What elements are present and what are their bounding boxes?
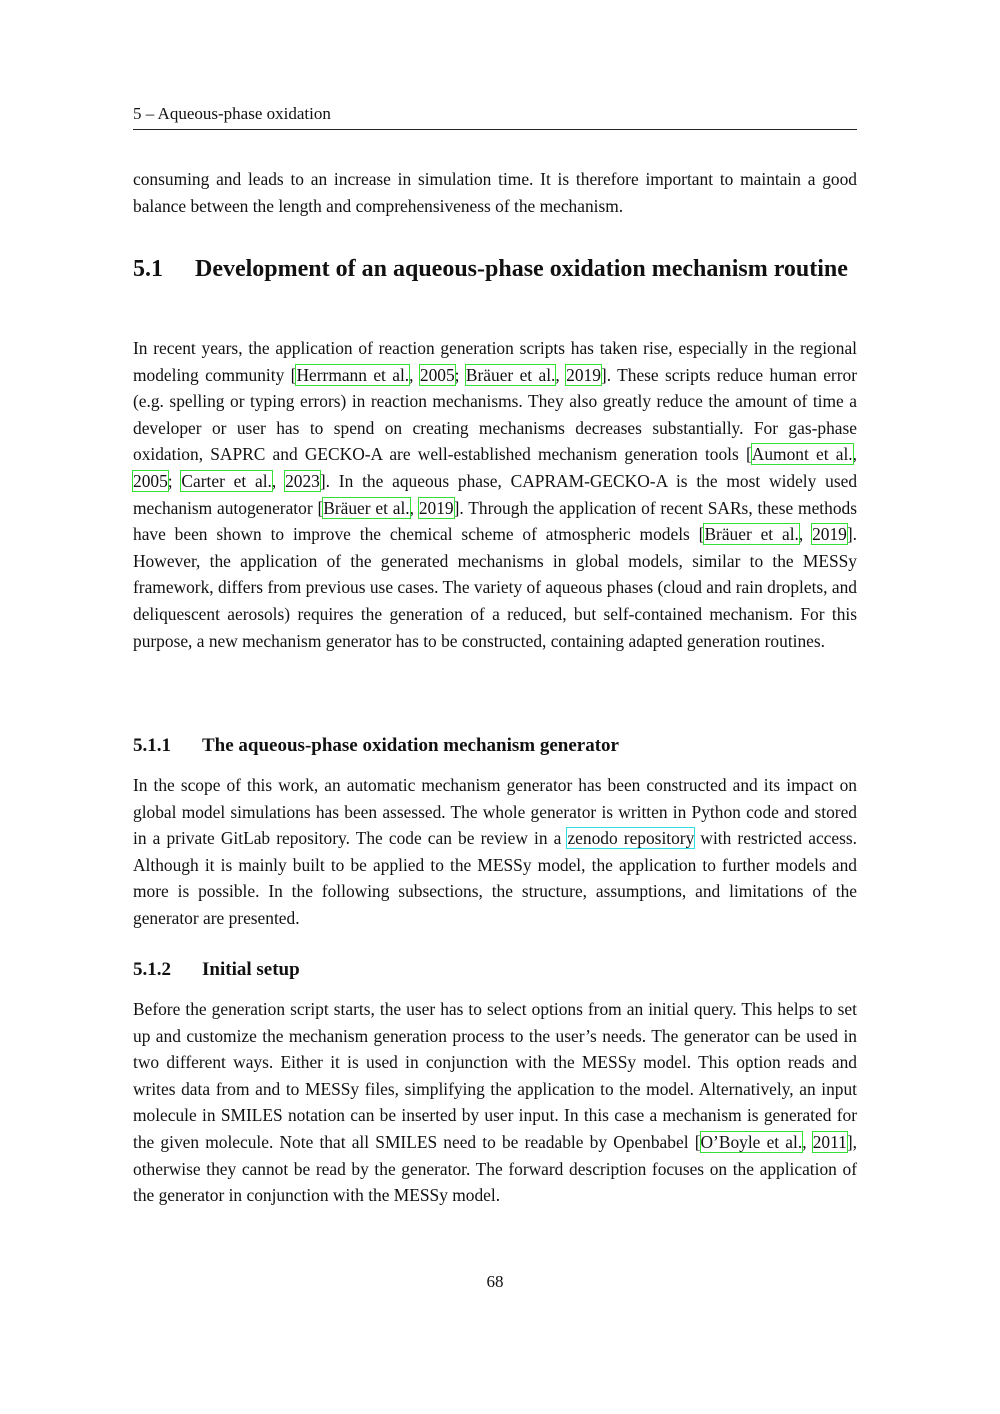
page-number: 68 <box>486 1272 504 1291</box>
subsection-title: Initial setup <box>202 959 300 980</box>
paragraph-section <box>133 335 857 654</box>
citation-link[interactable]: Herrmann et al. <box>296 364 410 385</box>
body-text: with restricted access. Although it is mainly built to be applied to the MESSy model, the application to further models and more is possible. In the following subsections, the structure, assumptions, and limitations of the generator are presented. <box>133 828 857 928</box>
running-header: 5 – Aqueous-phase oxidation <box>133 104 857 130</box>
body-text: , <box>555 364 567 385</box>
body-text: consuming and leads to an increase in simulation time. It is therefore important to maintain a good balance between the length and comprehensiveness of the mechanism. <box>133 169 857 216</box>
body-text: , <box>852 444 857 465</box>
body-text: ], otherwise they cannot be read by the generator. The forward description focuses on the application of the generator in conjunction with the MESSy model. <box>133 1131 857 1206</box>
paragraph-initial-setup <box>133 996 857 1209</box>
section-title: Development of an aqueous-phase oxidation mechanism routine <box>195 256 848 282</box>
citation-link[interactable]: Bräuer et al. <box>465 364 556 385</box>
body-text: ; <box>454 364 466 385</box>
body-text: , <box>271 470 286 491</box>
body-text: In the scope of this work, an automatic mechanism generator has been constructed and its impact on global model simulations has been assessed. The whole generator is written in Python code and stored in a private GitLab repository. The code can be review in a <box>133 775 857 849</box>
citation-link[interactable]: Carter et al. <box>181 470 272 491</box>
citation-link[interactable]: 2019 <box>418 497 454 518</box>
subsection-number: 5.1.1 <box>133 735 171 756</box>
body-text: ; <box>167 470 182 491</box>
citation-link[interactable]: 2011 <box>812 1131 847 1152</box>
citation-link[interactable]: 2019 <box>812 524 847 545</box>
body-text: Before the generation script starts, the user has to select options from an initial query. This helps to set up and customize the mechanism generation process to the user’s needs. The generator can be used in two different ways. Either it is used in conjunction with the MESSy model. This option reads and writes data from and to MESSy files, simplifying the application to the model. Alternatively, an input molecule in SMILES notation can be inserted by user input. In this case a mechanism is generated for the given molecule. Note that all SMILES need to be readable by Openbabel [ <box>133 999 857 1152</box>
citation-link[interactable]: 2005 <box>133 470 168 491</box>
body-text: , <box>798 524 813 545</box>
citation-link[interactable]: 2005 <box>419 364 455 385</box>
body-text: In recent years, the application of reaction generation scripts has taken rise, especially in the regional modeling community [ <box>133 338 857 385</box>
body-text: , <box>802 1131 813 1152</box>
citation-link[interactable]: Bräuer et al. <box>704 524 799 545</box>
section-heading <box>133 252 857 286</box>
body-text: ]. Through the application of recent SARs, these methods have been shown to improve the chemical scheme of atmospheric models [ <box>133 497 857 545</box>
body-text: ]. These scripts reduce human error (e.g. spelling or typing errors) in reaction mechanisms. They also greatly reduce the amount of time a developer or user has to spend on creating mechanisms decreases substantially. For gas-phase oxidation, SAPRC and GECKO-A are well-established mechanism generation tools [ <box>133 364 858 465</box>
paragraph-generator <box>133 772 857 932</box>
paragraph-intro <box>133 166 857 219</box>
zenodo-link[interactable]: zenodo repository <box>567 828 695 849</box>
citation-link[interactable]: Bräuer et al. <box>323 497 410 518</box>
citation-link[interactable]: Aumont et al. <box>751 444 853 465</box>
body-text: , <box>409 364 420 385</box>
citation-link[interactable]: O’Boyle et al. <box>700 1131 803 1152</box>
citation-link[interactable]: 2019 <box>566 364 601 385</box>
subsection-heading <box>133 959 300 981</box>
body-text: ]. In the aqueous phase, CAPRAM-GECKO-A is the most widely used mechanism autogenerator [ <box>133 470 858 518</box>
citation-link[interactable]: 2023 <box>285 470 320 491</box>
subsection-title: The aqueous-phase oxidation mechanism generator <box>202 735 619 756</box>
subsection-number: 5.1.2 <box>133 959 171 980</box>
body-text: ]. However, the application of the generated mechanisms in global models, similar to the MESSy framework, differs from previous use cases. The variety of aqueous phases (cloud and rain droplets, and deliquescent aerosols) requires the generation of a reduced, but self-contained mechanism. For this purpose, a new mechanism generator has to be constructed, containing adapted generation routines. <box>133 524 857 651</box>
section-number: 5.1 <box>133 256 163 282</box>
body-text: , <box>409 497 419 518</box>
subsection-heading <box>133 735 619 757</box>
